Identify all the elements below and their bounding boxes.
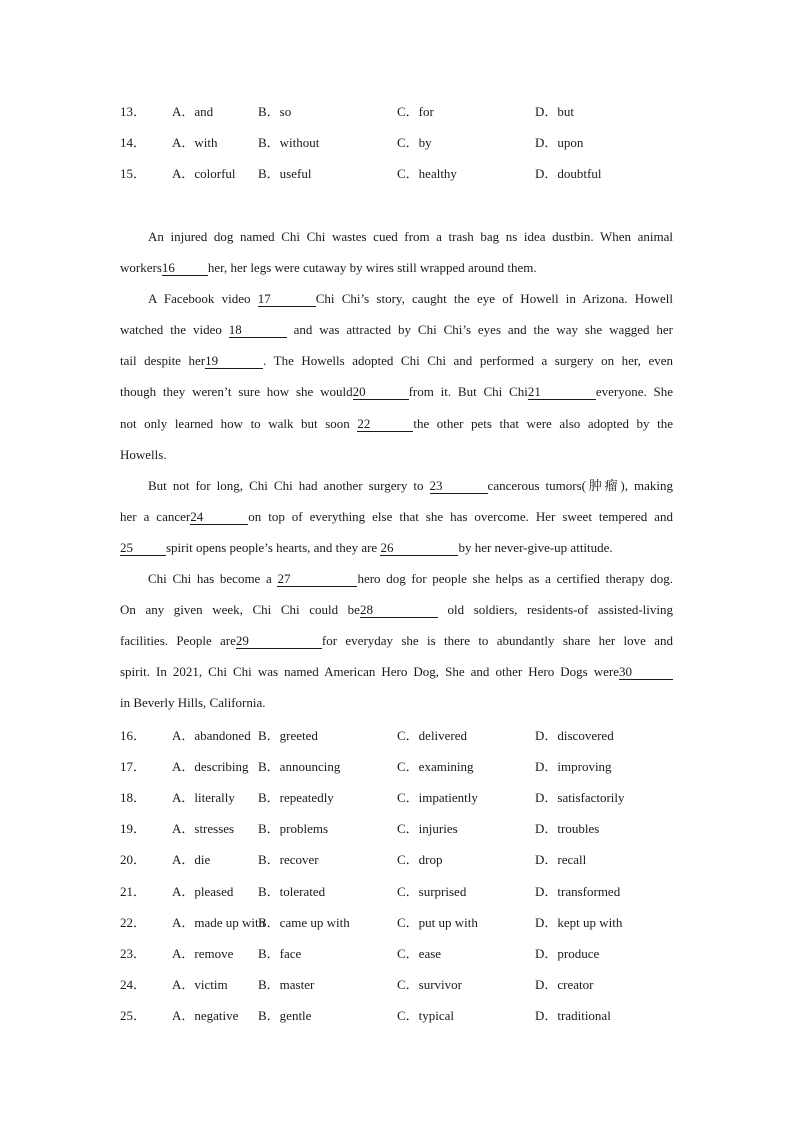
- option-d: D．produce: [535, 946, 600, 961]
- option-b: B．without: [258, 135, 320, 150]
- option-c: C．delivered: [397, 728, 468, 743]
- option-b: B．so: [258, 104, 292, 119]
- option-c: C．typical: [397, 1008, 455, 1023]
- blank-29: 29: [236, 633, 322, 649]
- passage-text: On any given week, Chi Chi could be: [120, 602, 360, 618]
- passage-line: [120, 319, 673, 350]
- option-b: B．problems: [258, 821, 329, 836]
- question-number: 24．: [120, 977, 147, 992]
- passage-line: [120, 692, 673, 723]
- passage-text: facilities. People are: [120, 633, 236, 649]
- passage-line: [120, 568, 673, 599]
- passage-text: and was attracted by Chi Chi’s eyes and the way she wagged her: [286, 322, 673, 338]
- question-number: 21．: [120, 884, 147, 899]
- option-a: A．die: [172, 852, 211, 867]
- option-d: D．transformed: [535, 884, 621, 899]
- passage-text: hero dog for people she helps as a certified therapy dog.: [357, 571, 673, 587]
- option-c: C．drop: [397, 852, 443, 867]
- blank-28: 28: [360, 602, 438, 618]
- passage-text: from it. But Chi Chi: [408, 384, 528, 400]
- question-number: 19．: [120, 821, 147, 836]
- option-a: A．literally: [172, 790, 235, 805]
- passage-text: Chi Chi’s story, caught the eye of Howell in Arizona. Howell: [315, 291, 674, 307]
- passage-text: though they weren’t sure how she would: [120, 384, 353, 400]
- passage-text: for everyday she is there to abundantly share her love and: [321, 633, 673, 649]
- passage-text: not only learned how to walk but soon: [120, 415, 358, 431]
- passage-text: workers: [120, 260, 162, 276]
- option-b: B．recover: [258, 852, 319, 867]
- question-number: 20．: [120, 852, 147, 867]
- option-a: A．stresses: [172, 821, 235, 836]
- blank-17: 17: [258, 291, 316, 307]
- blank-18: 18: [229, 322, 287, 338]
- option-a: A．abandoned: [172, 728, 251, 743]
- option-d: D．troubles: [535, 821, 600, 836]
- option-a: A．negative: [172, 1008, 239, 1023]
- question-20-options: [120, 850, 680, 870]
- passage-line: [120, 226, 673, 257]
- blank-26: 26: [380, 540, 458, 556]
- question-number: 14．: [120, 135, 147, 150]
- option-c: C．examining: [397, 759, 474, 774]
- option-d: D．improving: [535, 759, 612, 774]
- passage-line: [120, 257, 673, 288]
- blank-20: 20: [353, 384, 409, 400]
- option-b: B．greeted: [258, 728, 318, 743]
- passage-line: [120, 506, 673, 537]
- blank-22: 22: [357, 416, 413, 432]
- option-a: A．victim: [172, 977, 228, 992]
- option-c: C．survivor: [397, 977, 463, 992]
- option-d: D．satisfactorily: [535, 790, 625, 805]
- passage-text: Howells.: [120, 446, 167, 462]
- option-b: B．gentle: [258, 1008, 312, 1023]
- option-b: B．master: [258, 977, 315, 992]
- question-18-options: [120, 788, 680, 808]
- question-16-options: [120, 726, 680, 746]
- question-number: 18．: [120, 790, 147, 805]
- question-19-options: [120, 819, 680, 839]
- passage-text: her, her legs were cutaway by wires still wrapped around them.: [207, 260, 537, 276]
- passage-text: An injured dog named Chi Chi wastes cued from a trash bag ns idea dustbin. When animal: [148, 229, 673, 244]
- option-c: C．impatiently: [397, 790, 478, 805]
- passage-line: [120, 661, 673, 692]
- passage-text: spirit. In 2021, Chi Chi was named American Hero Dog, She and other Hero Dogs were: [120, 664, 619, 680]
- question-24-options: [120, 975, 680, 995]
- passage-text: her a cancer: [120, 508, 191, 524]
- passage-text: cancerous tumors(肿瘤), making: [487, 477, 673, 493]
- passage-line: [120, 630, 673, 661]
- option-c: C．surprised: [397, 884, 467, 899]
- option-a: A．with: [172, 135, 218, 150]
- passage-line: [120, 350, 673, 381]
- passage-text: spirit opens people’s hearts, and they are: [166, 539, 381, 555]
- option-d: D．upon: [535, 135, 584, 150]
- option-c: C．injuries: [397, 821, 458, 836]
- option-b: B．came up with: [258, 915, 350, 930]
- passage-text: tail despite her: [120, 353, 206, 369]
- option-d: D．discovered: [535, 728, 614, 743]
- passage-line: [120, 475, 673, 506]
- option-a: A．colorful: [172, 166, 236, 181]
- blank-21: 21: [528, 384, 596, 400]
- option-b: B．announcing: [258, 759, 341, 774]
- cloze-passage: [120, 226, 673, 724]
- option-c: C．by: [397, 135, 432, 150]
- question-number: 13．: [120, 104, 147, 119]
- blank-23: 23: [430, 478, 488, 494]
- option-a: A．and: [172, 104, 214, 119]
- option-d: D．traditional: [535, 1008, 611, 1023]
- passage-line: [120, 599, 673, 630]
- question-22-options: [120, 913, 680, 933]
- passage-text: by her never-give-up attitude.: [458, 539, 613, 555]
- passage-text: Chi Chi has become a: [148, 571, 278, 587]
- question-14-options: [120, 133, 680, 153]
- option-a: A．made up with: [172, 915, 266, 930]
- option-d: D．recall: [535, 852, 587, 867]
- question-25-options: [120, 1006, 680, 1026]
- question-17-options: [120, 757, 680, 777]
- passage-line: [120, 537, 673, 568]
- question-number: 17．: [120, 759, 147, 774]
- passage-text: . The Howells adopted Chi Chi and performed a surgery on her, even: [263, 353, 674, 369]
- option-b: B．useful: [258, 166, 312, 181]
- option-b: B．tolerated: [258, 884, 326, 899]
- blank-30: 30: [619, 664, 673, 680]
- question-15-options: [120, 164, 680, 184]
- question-23-options: [120, 944, 680, 964]
- passage-line: [120, 381, 673, 412]
- passage-line: [120, 413, 673, 444]
- question-number: 16．: [120, 728, 147, 743]
- option-c: C．ease: [397, 946, 442, 961]
- option-c: C．put up with: [397, 915, 478, 930]
- passage-text: everyone. She: [595, 384, 674, 400]
- blank-25: 25: [120, 540, 166, 556]
- option-a: A．remove: [172, 946, 234, 961]
- question-number: 25．: [120, 1008, 147, 1023]
- passage-text: But not for long, Chi Chi had another surgery to: [148, 477, 430, 493]
- blank-27: 27: [277, 571, 357, 587]
- option-c: C．for: [397, 104, 434, 119]
- passage-text: watched the video: [120, 322, 229, 338]
- passage-text: the other pets that were also adopted by the: [413, 415, 673, 431]
- blank-16: 16: [162, 260, 208, 276]
- question-21-options: [120, 882, 680, 902]
- passage-line: [120, 444, 673, 475]
- option-d: D．kept up with: [535, 915, 623, 930]
- passage-text: old soldiers, residents-of assisted-living: [437, 602, 673, 618]
- passage-line: [120, 288, 673, 319]
- option-a: A．pleased: [172, 884, 234, 899]
- option-c: C．healthy: [397, 166, 457, 181]
- option-a: A．describing: [172, 759, 249, 774]
- question-13-options: [120, 102, 680, 122]
- option-b: B．repeatedly: [258, 790, 334, 805]
- passage-text: A Facebook video: [148, 291, 258, 307]
- option-d: D．but: [535, 104, 575, 119]
- question-number: 15．: [120, 166, 147, 181]
- option-b: B．face: [258, 946, 302, 961]
- question-number: 22．: [120, 915, 147, 930]
- option-d: D．creator: [535, 977, 594, 992]
- question-number: 23．: [120, 946, 147, 961]
- passage-text: in Beverly Hills, California.: [120, 695, 266, 711]
- passage-text: on top of everything else that she has overcome. Her sweet tempered and: [248, 508, 674, 524]
- option-d: D．doubtful: [535, 166, 602, 181]
- blank-19: 19: [205, 353, 263, 369]
- blank-24: 24: [190, 509, 248, 525]
